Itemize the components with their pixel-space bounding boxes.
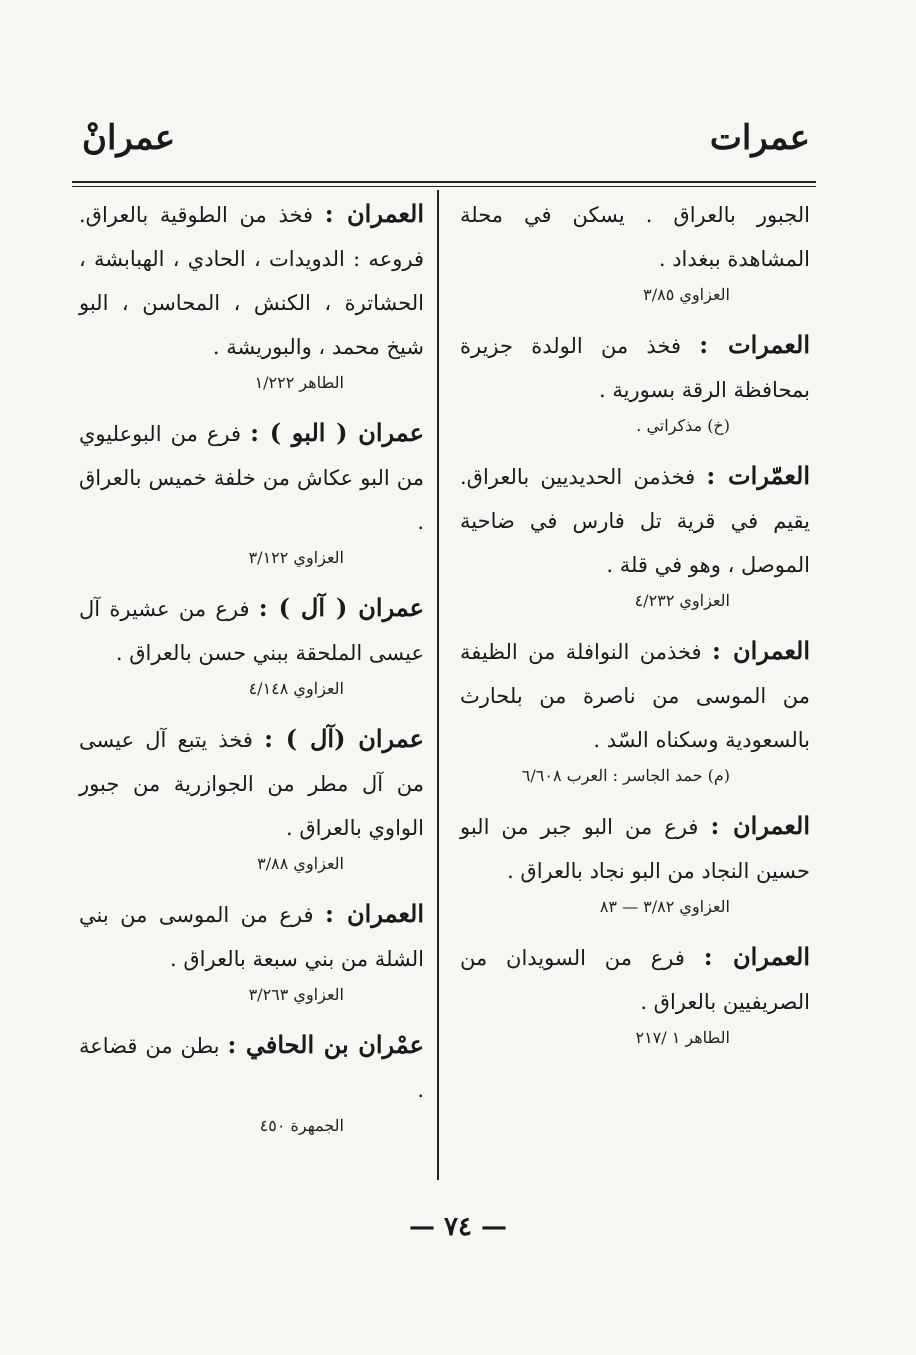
- entry-head: العمران :: [324, 199, 425, 228]
- entry-body: الجبور بالعراق . يسكن في محلة المشاهدة ببغداد .: [460, 203, 810, 271]
- entry: [460, 935, 810, 1052]
- entry-source: العزاوي ٣/٢٦٣: [248, 985, 344, 1004]
- entry-head: العمران :: [703, 942, 811, 971]
- page-number: — ٧٤ —: [408, 1212, 508, 1242]
- header-word-right: عمرات: [709, 118, 810, 158]
- entry-body: فرع من الموسى من بني الشلة من بني سبعة بالعراق .: [79, 903, 424, 971]
- right-column: [460, 192, 810, 1066]
- entry-source: العزاوي ٤/١٤٨: [248, 679, 344, 698]
- entry-source: (خ) مذكراتي .: [636, 416, 730, 435]
- entry-source: العزاوي ٣/٨٢ — ٨٣: [599, 897, 730, 916]
- entry-head: عمران (آل ) :: [264, 724, 424, 753]
- entry: [460, 323, 810, 440]
- column-divider: [437, 190, 439, 1180]
- entry-head: العمرات :: [699, 330, 810, 359]
- entry: [79, 411, 424, 572]
- entry-source: الجمهرة ٤٥٠: [259, 1116, 344, 1135]
- header-rule: [72, 181, 816, 183]
- left-column: [79, 192, 424, 1154]
- entry-body: فرع من السويدان من الصريفيين بالعراق .: [460, 946, 810, 1014]
- entry-body: فرع من البوعليوي من البو عكاش من خلفة خميس بالعراق .: [79, 422, 424, 534]
- entry-source: الطاهر ١/٢٢٢: [254, 373, 344, 392]
- entry-head: العمران :: [325, 899, 424, 928]
- entry: [79, 717, 424, 878]
- entry-source: العزاوي ٤/٢٣٢: [634, 591, 730, 610]
- entry-head: عمران ( آل ) :: [258, 593, 424, 622]
- entry-source: (م) حمد الجاسر : العرب ٦/٦٠٨: [521, 766, 730, 785]
- entry: [460, 192, 810, 309]
- entry-source: العزاوي ٣/٨٨: [257, 854, 344, 873]
- entry: [460, 629, 810, 790]
- entry: [79, 892, 424, 1009]
- entry-head: عمران ( البو ) :: [250, 418, 424, 447]
- entry-head: عمْران بن الحافي :: [227, 1030, 424, 1059]
- entry-head: العمران :: [710, 811, 810, 840]
- entry-body: فرع من عشيرة آل عيسى الملحقة ببني حسن بالعراق .: [79, 597, 424, 665]
- entry-source: العزاوي ٣/١٢٢: [248, 548, 344, 567]
- entry-body: فخذ من الولدة جزيرة بمحافظة الرقة بسورية .: [460, 334, 810, 402]
- entry-body: فخذ من الطوقية بالعراق. فروعه : الدويدات ، الحادي ، الهبابشة ، الحشاترة ، الكنش ، المحاسن ، البو شيخ محمد ، والبوريشة .: [79, 203, 424, 359]
- entry-body: فرع من البو جبر من البو حسين النجاد من البو نجاد بالعراق .: [460, 815, 810, 883]
- entry-body: فخذ يتبع آل عيسى من آل مطر من الجوازرية من جبور الواوي بالعراق .: [79, 728, 424, 840]
- entry: [79, 1023, 424, 1140]
- entry-body: بطن من قضاعة .: [79, 1034, 424, 1102]
- entry: [460, 804, 810, 921]
- header-word-left: عمرانْ: [82, 118, 176, 158]
- entry-source: الطاهر ١ /٢١٧: [635, 1028, 730, 1047]
- entry-head: العمران :: [712, 636, 810, 665]
- entry-source: العزاوي ٣/٨٥: [643, 285, 730, 304]
- entry-head: العمّرات :: [706, 461, 810, 490]
- entry: [79, 192, 424, 397]
- entry: [79, 586, 424, 703]
- entry-body: فخذمن النوافلة من الظيفة من الموسى من ناصرة من بلحارث بالسعودية وسكناه السّد .: [460, 640, 810, 752]
- entry-body: فخذمن الحديديين بالعراق. يقيم في قرية تل فارس في ضاحية الموصل ، وهو في قلة .: [460, 465, 810, 577]
- header-rule-thin: [72, 186, 816, 187]
- entry: [460, 454, 810, 615]
